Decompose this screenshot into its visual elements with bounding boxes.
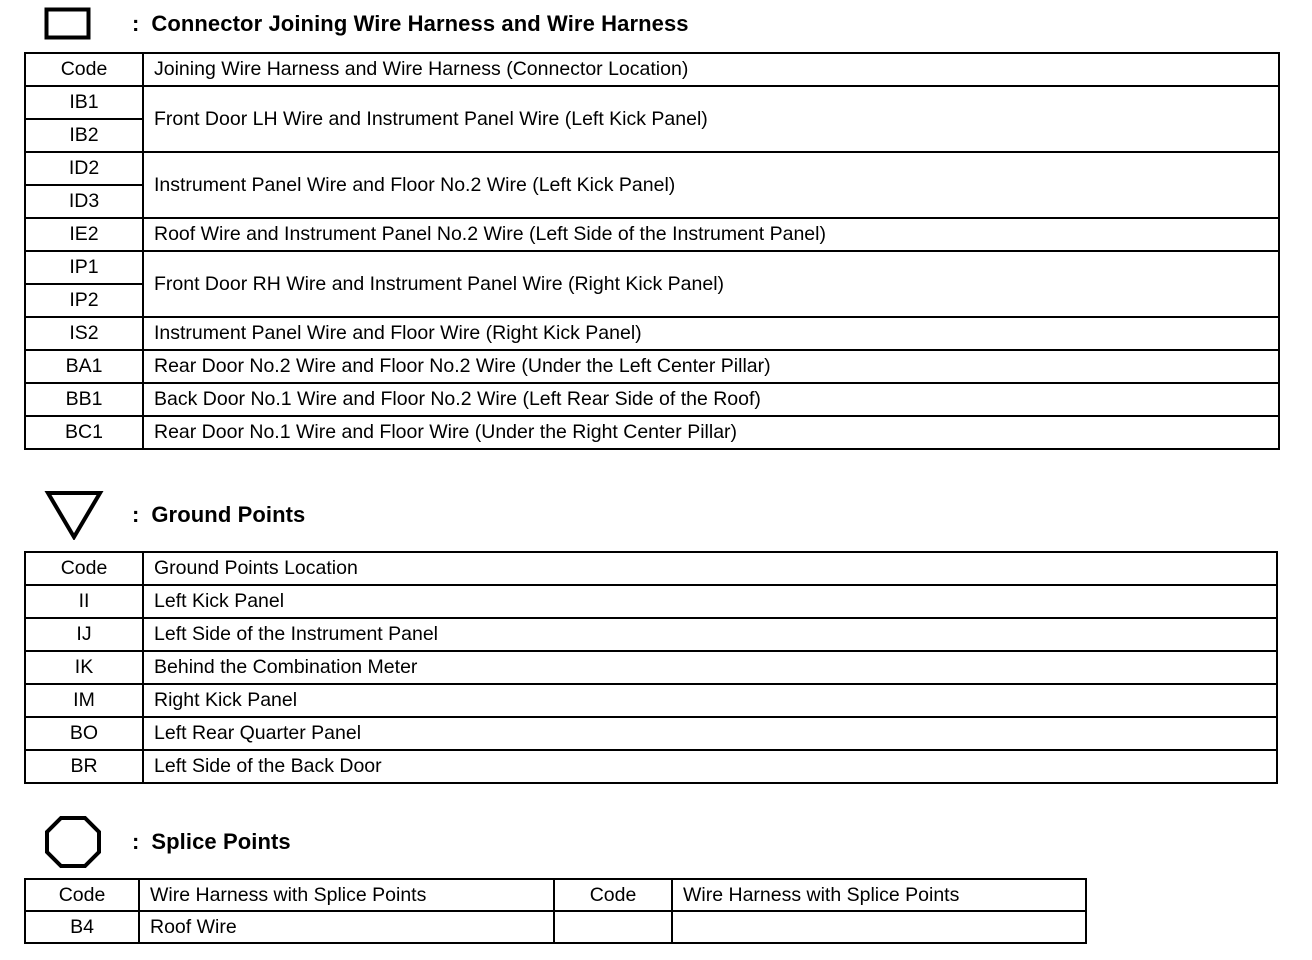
table-row xyxy=(25,416,1279,449)
ground-code: IM xyxy=(25,684,143,717)
connector-code: IP2 xyxy=(25,284,143,317)
harness-header: Wire Harness with Splice Points xyxy=(139,879,554,911)
grounds-section-header xyxy=(44,491,305,539)
table-row xyxy=(25,750,1277,783)
connector-code: ID2 xyxy=(25,152,143,185)
connectors-colon: : xyxy=(132,11,140,36)
table-row xyxy=(25,152,1279,185)
ground-code: BO xyxy=(25,717,143,750)
ground-location: Left Side of the Back Door xyxy=(143,750,1277,783)
connector-location: Rear Door No.1 Wire and Floor Wire (Under the Right Center Pillar) xyxy=(143,416,1279,449)
code-header: Code xyxy=(554,879,672,911)
ground-code: IK xyxy=(25,651,143,684)
table-row xyxy=(25,86,1279,119)
table-row xyxy=(25,585,1277,618)
connector-code: IB1 xyxy=(25,86,143,119)
table-row xyxy=(25,911,1086,943)
splices-colon: : xyxy=(132,829,140,854)
location-header: Joining Wire Harness and Wire Harness (Connector Location) xyxy=(143,53,1279,86)
splices-table xyxy=(24,878,1087,944)
connector-code: BC1 xyxy=(25,416,143,449)
connector-location: Back Door No.1 Wire and Floor No.2 Wire (Left Rear Side of the Roof) xyxy=(143,383,1279,416)
grounds-table xyxy=(24,551,1278,784)
ground-location: Right Kick Panel xyxy=(143,684,1277,717)
table-row xyxy=(25,251,1279,284)
connector-code: BA1 xyxy=(25,350,143,383)
connector-code: IB2 xyxy=(25,119,143,152)
connector-location: Instrument Panel Wire and Floor Wire (Right Kick Panel) xyxy=(143,317,1279,350)
square-icon xyxy=(44,0,104,48)
connector-code: BB1 xyxy=(25,383,143,416)
connector-location: Front Door RH Wire and Instrument Panel Wire (Right Kick Panel) xyxy=(143,251,1279,317)
code-header: Code xyxy=(25,879,139,911)
splices-title: Splice Points xyxy=(151,829,291,854)
table-row xyxy=(25,684,1277,717)
connectors-section-header xyxy=(44,0,689,48)
harness-header: Wire Harness with Splice Points xyxy=(672,879,1086,911)
splice-code: B4 xyxy=(25,911,139,943)
ground-location: Behind the Combination Meter xyxy=(143,651,1277,684)
ground-code: II xyxy=(25,585,143,618)
triangle-down-icon xyxy=(44,491,104,539)
table-row xyxy=(25,383,1279,416)
table-header-row xyxy=(25,552,1277,585)
ground-code: BR xyxy=(25,750,143,783)
connector-code: ID3 xyxy=(25,185,143,218)
table-row xyxy=(25,618,1277,651)
splice-harness: Roof Wire xyxy=(139,911,554,943)
table-header-row xyxy=(25,879,1086,911)
splices-section-header xyxy=(44,818,291,866)
code-header: Code xyxy=(25,552,143,585)
connector-code: IP1 xyxy=(25,251,143,284)
table-row xyxy=(25,317,1279,350)
table-row xyxy=(25,717,1277,750)
grounds-title: Ground Points xyxy=(151,502,306,527)
connector-location: Instrument Panel Wire and Floor No.2 Wire (Left Kick Panel) xyxy=(143,152,1279,218)
connectors-title: Connector Joining Wire Harness and Wire Harness xyxy=(151,11,689,36)
connector-code: IS2 xyxy=(25,317,143,350)
ground-location: Left Kick Panel xyxy=(143,585,1277,618)
connector-code: IE2 xyxy=(25,218,143,251)
grounds-colon: : xyxy=(132,502,140,527)
octagon-icon xyxy=(44,818,104,866)
ground-code: IJ xyxy=(25,618,143,651)
table-header-row xyxy=(25,53,1279,86)
code-header: Code xyxy=(25,53,143,86)
connector-location: Rear Door No.2 Wire and Floor No.2 Wire (Under the Left Center Pillar) xyxy=(143,350,1279,383)
connectors-table xyxy=(24,52,1280,450)
connector-location: Roof Wire and Instrument Panel No.2 Wire (Left Side of the Instrument Panel) xyxy=(143,218,1279,251)
table-row xyxy=(25,218,1279,251)
table-row xyxy=(25,651,1277,684)
ground-location: Left Rear Quarter Panel xyxy=(143,717,1277,750)
splice-code xyxy=(554,911,672,943)
location-header: Ground Points Location xyxy=(143,552,1277,585)
ground-location: Left Side of the Instrument Panel xyxy=(143,618,1277,651)
table-row xyxy=(25,350,1279,383)
splice-harness xyxy=(672,911,1086,943)
connector-location: Front Door LH Wire and Instrument Panel Wire (Left Kick Panel) xyxy=(143,86,1279,152)
